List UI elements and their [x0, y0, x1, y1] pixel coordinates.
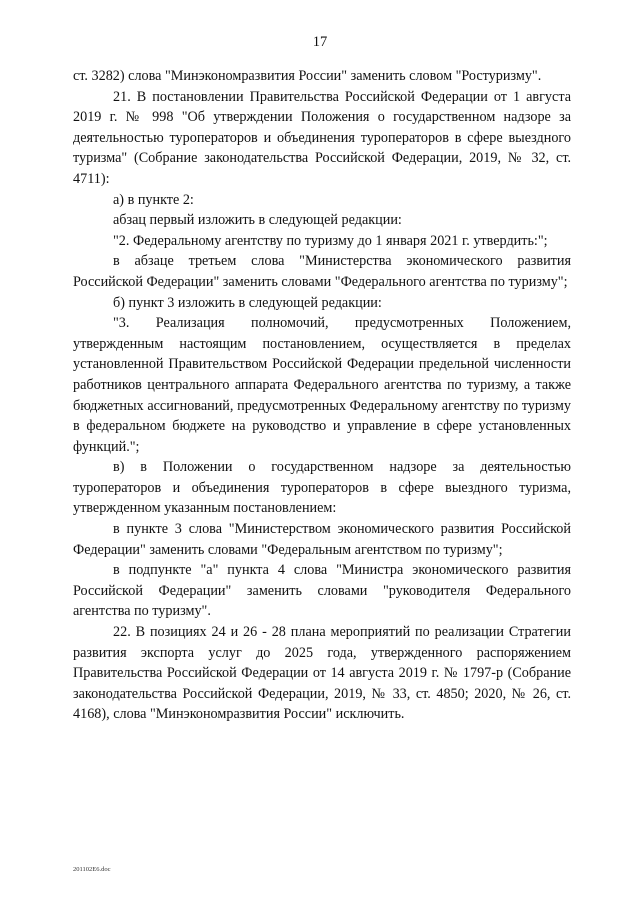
paragraph: 21. В постановлении Правительства Российской Федерации от 1 августа 2019 г. № 998 "Об утверждении Положения о государственном надзоре за деятельностью туроператоров и объединения туроператоров в сфере выездного туризма" (Собрание законодательства Российской Федерации, 2019, № 32, ст. 4711):: [73, 88, 571, 187]
paragraph: "2. Федеральному агентству по туризму до 1 января 2021 г. утвердить:";: [113, 232, 548, 249]
paragraph: абзац первый изложить в следующей редакции:: [113, 212, 402, 229]
paragraph: 22. В позициях 24 и 26 - 28 плана мероприятий по реализации Стратегии развития экспорта услуг до 2025 года, утвержденного распоряжением Правительства Российской Федерации от 14 августа 2019 г. № 1797-р (Собрание законодательства Российской Федерации, 2019, № 33, ст. 4850; 2020, № 26, ст. 4168), слова "Минэкономразвития России" исключить.: [73, 624, 571, 723]
paragraph: в подпункте "а" пункта 4 слова "Министра экономического развития Российской Федерации" заменить словами "руководителя Федерального агентства по туризму".: [73, 562, 571, 620]
paragraph: б) пункт 3 изложить в следующей редакции:: [113, 294, 382, 311]
paragraph: ст. 3282) слова "Минэкономразвития России" заменить словом "Ростуризму".: [73, 68, 542, 84]
paragraph: в пункте 3 слова "Министерством экономического развития Российской Федерации" заменить словами "Федеральным агентством по туризму";: [73, 521, 571, 558]
page-number: 17: [312, 34, 328, 50]
paragraph: а) в пункте 2:: [113, 191, 194, 208]
paragraph: в) в Положении о государственном надзоре за деятельностью туроператоров и объединения туроператоров в сфере выездного туризма, утвержденном указанным постановлением:: [73, 459, 571, 517]
file-name-footer: 201102Е6.doc: [73, 866, 111, 873]
document-body: [73, 66, 571, 725]
paragraph: в абзаце третьем слова "Министерства экономического развития Российской Федерации" заменить словами "Федерального агентства по туризму";: [73, 253, 571, 290]
paragraph: "3. Реализация полномочий, предусмотренных Положением, утвержденным настоящим постановлением, осуществляется в пределах установленной Правительством Российской Федерации предельной численности работников центрального аппарата Федерального агентства по туризму, а также бюджетных ассигнований, предусмотренных Федеральному агентству по туризму в федеральном бюджете на руководство и управление в сфере установленных функций.";: [73, 315, 571, 455]
